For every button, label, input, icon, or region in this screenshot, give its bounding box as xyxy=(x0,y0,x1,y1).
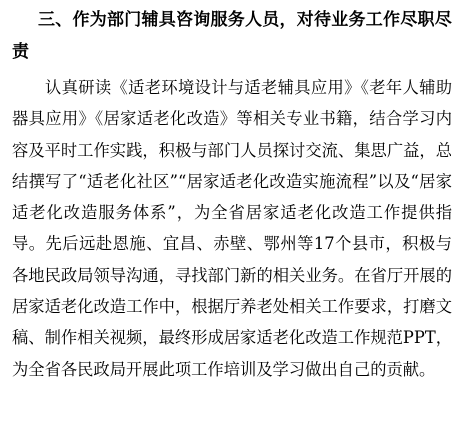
section-heading: 三、作为部门辅具咨询服务人员，对待业务工作尽职尽责 xyxy=(12,10,452,62)
document-body xyxy=(12,4,452,385)
body-paragraph: 认真研读《适老环境设计与适老辅具应用》《老年人辅助器具应用》《居家适老化改造》等相关专业书籍，结合学习内容及平时工作实践，积极与部门人员探讨交流、集思广益，总结撰写了“适老化社区”“居家适老化改造实施流程”以及“居家适老化改造服务体系”，为全省居家适老化改造工作提供指导。先后远赴恩施、宜昌、赤壁、鄂州等17个县市，积极与各地民政局领导沟通，寻找部门新的相关业务。在省厅开展的居家适老化改造工作中，根据厅养老处相关工作要求，打磨文稿、制作相关视频，最终形成居家适老化改造工作规范PPT，为全省各民政局开展此项工作培训及学习做出自己的贡献。 xyxy=(12,78,452,379)
